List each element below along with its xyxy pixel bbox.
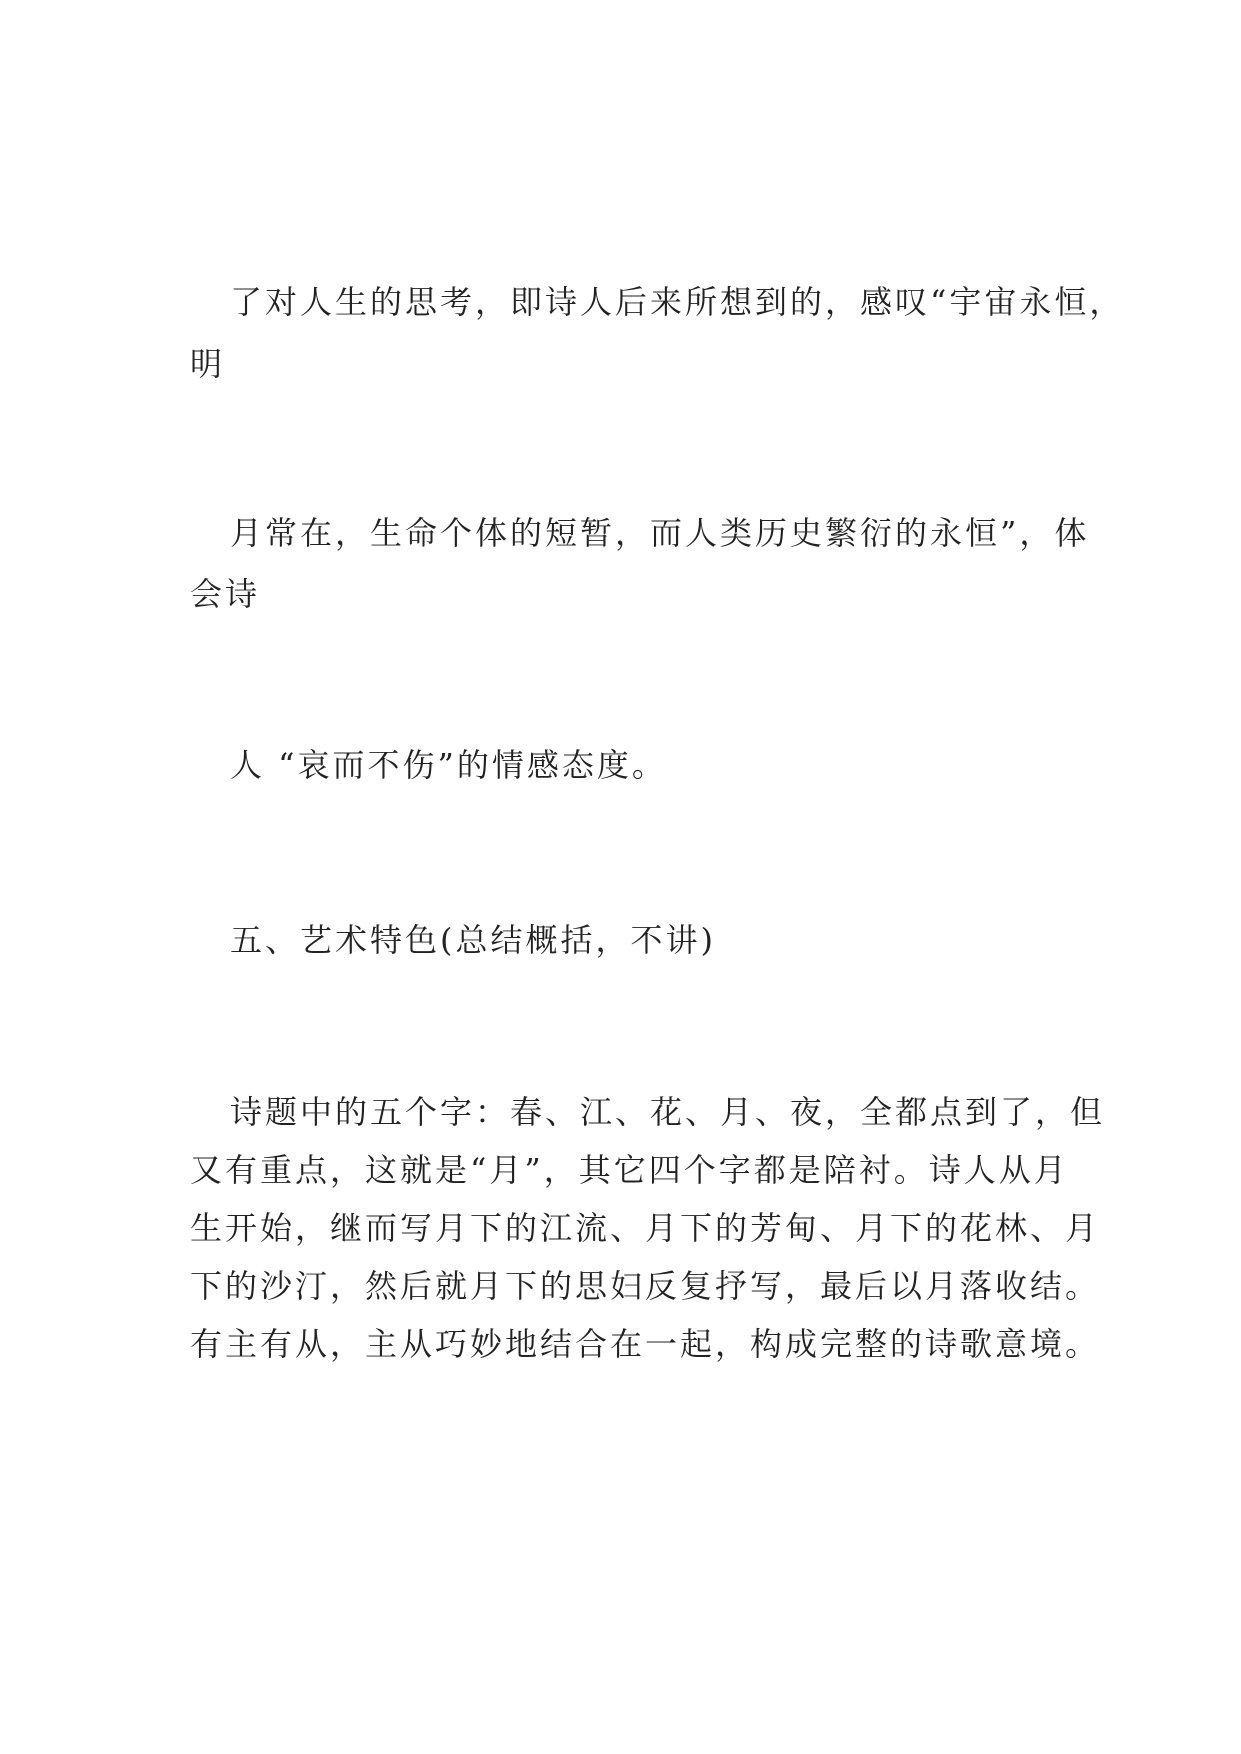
text-line: 会诗 <box>190 575 261 613</box>
text-line: 人 “哀而不伤”的情感态度。 <box>230 746 667 784</box>
text-line: 下的沙汀，然后就月下的思妇反复抒写，最后以月落收结。 <box>190 1267 1101 1305</box>
text-line: 有主有从，主从巧妙地结合在一起，构成完整的诗歌意境。 <box>190 1325 1101 1363</box>
text-line: 诗题中的五个字：春、江、花、月、夜，全都点到了，但 <box>230 1093 1106 1131</box>
section-heading: 五、艺术特色(总结概括，不讲) <box>230 921 716 959</box>
text-line: 月常在，生命个体的短暂，而人类历史繁衍的永恒”，体 <box>230 514 1090 552</box>
text-line: 生开始，继而写月下的江流、月下的芳甸、月下的花林、月 <box>190 1209 1101 1247</box>
text-line: 明 <box>190 345 226 383</box>
text-line: 又有重点，这就是“月”，其它四个字都是陪衬。诗人从月 <box>190 1151 1069 1189</box>
text-line: 了对人生的思考，即诗人后来所想到的，感叹“宇宙永恒， <box>230 283 1125 321</box>
